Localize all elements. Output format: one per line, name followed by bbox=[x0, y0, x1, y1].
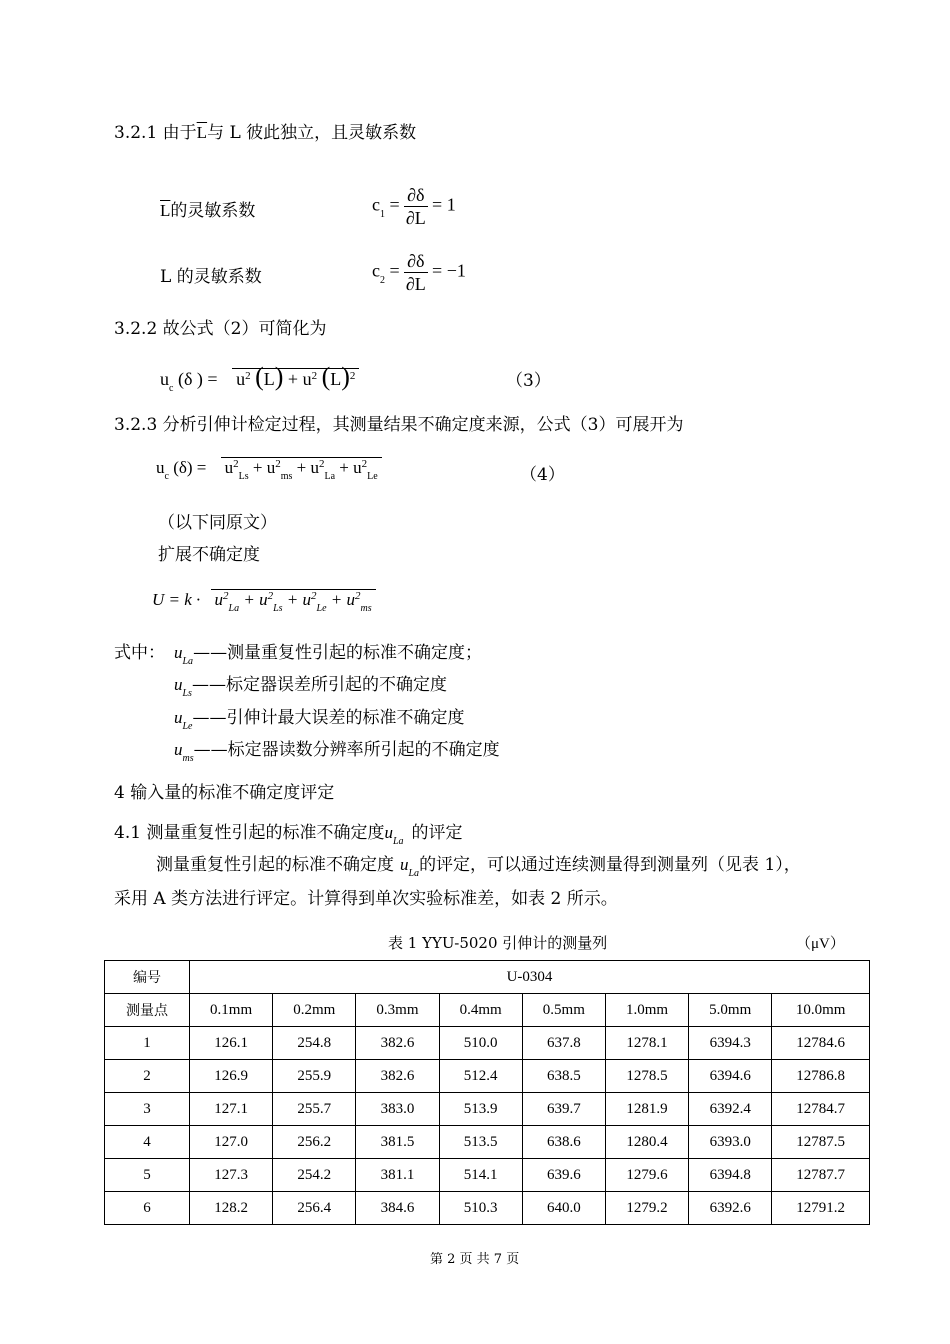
eq4-term-sup: 2 bbox=[233, 458, 239, 470]
section-3-2-1-text: 与 L 彼此独立，且灵敏系数 bbox=[207, 123, 417, 143]
table-cell: 12784.6 bbox=[772, 1027, 870, 1060]
paragraph-subscript: La bbox=[408, 868, 420, 879]
column-header: 0.2mm bbox=[273, 994, 356, 1027]
def-subscript: Ls bbox=[182, 688, 192, 699]
table-cell: 6394.8 bbox=[689, 1159, 772, 1192]
eq3-term2-outer-sq: 2 bbox=[349, 370, 356, 382]
def-description: ——引伸计最大误差的标准不确定度 bbox=[192, 708, 465, 728]
page-footer: 第 2 页 共 7 页 bbox=[430, 1252, 520, 1267]
table-cell: 126.9 bbox=[190, 1060, 273, 1093]
note-same-as-original: （以下同原文） bbox=[158, 513, 277, 533]
def-subscript: Le bbox=[182, 721, 193, 732]
section-4-1-suffix: 的评定 bbox=[411, 823, 463, 843]
eqU-term-sub: Ls bbox=[273, 603, 283, 614]
table-cell: 255.7 bbox=[273, 1093, 356, 1126]
c1-formula: $c_1$ = $\frac{\partial\delta}{\partial L}$ = 1 bbox=[372, 185, 456, 228]
def-symbol: u bbox=[174, 643, 183, 662]
table-cell: 127.1 bbox=[190, 1093, 273, 1126]
def-subscript: La bbox=[182, 656, 194, 667]
eq4-term-sup: 2 bbox=[275, 458, 281, 470]
def-u-ms bbox=[174, 735, 500, 764]
table-cell: 254.8 bbox=[273, 1027, 356, 1060]
table-cell: 1279.2 bbox=[605, 1192, 688, 1225]
table-cell: 12791.2 bbox=[772, 1192, 870, 1225]
column-header: 0.4mm bbox=[439, 994, 522, 1027]
table-cell: 6393.0 bbox=[689, 1126, 772, 1159]
section-3-2-1 bbox=[114, 118, 416, 143]
table-cell: 6392.4 bbox=[689, 1093, 772, 1126]
c1-label-symbol: $\overline{L}$ bbox=[160, 201, 171, 220]
table-cell: 510.0 bbox=[439, 1027, 522, 1060]
c1-symbol: c bbox=[372, 194, 380, 215]
eq3-u-sub: c bbox=[169, 383, 174, 394]
eq4-term-sub: La bbox=[324, 471, 336, 482]
equation-3 bbox=[160, 362, 359, 392]
def-u-le bbox=[174, 703, 465, 732]
eqU-term-u: + u bbox=[243, 590, 268, 609]
eqU-term-sup: 2 bbox=[223, 590, 229, 602]
eq3-term1-arg: $\overline{L}$ bbox=[263, 369, 275, 389]
table-cell: 383.0 bbox=[356, 1093, 439, 1126]
c2-formula: $c_2$ = $\frac{\partial\delta}{\partial L}$ = −1 bbox=[372, 251, 466, 294]
table-cell: 638.6 bbox=[522, 1126, 605, 1159]
eq3-term2-sq: 2 bbox=[311, 370, 318, 382]
eqU-term-sub: ms bbox=[360, 603, 372, 614]
table-cell: 6392.6 bbox=[689, 1192, 772, 1225]
eq3-number: （3） bbox=[506, 371, 551, 391]
section-4-heading: 4 输入量的标准不确定度评定 bbox=[114, 783, 335, 803]
eqU-term-sup: 2 bbox=[311, 590, 317, 602]
table-row bbox=[105, 1159, 870, 1192]
column-header: 0.5mm bbox=[522, 994, 605, 1027]
table-cell: 127.0 bbox=[190, 1126, 273, 1159]
c2-result: = −1 bbox=[432, 260, 466, 281]
expanded-uncertainty-title: 扩展不确定度 bbox=[158, 545, 260, 565]
eq3-term2-u: + u bbox=[287, 369, 312, 389]
eq3-u: u bbox=[160, 369, 169, 389]
table-cell: 254.2 bbox=[273, 1159, 356, 1192]
table-cell: 639.6 bbox=[522, 1159, 605, 1192]
table-cell: 12787.7 bbox=[772, 1159, 870, 1192]
table-cell: 12786.8 bbox=[772, 1060, 870, 1093]
section-4-1-heading bbox=[114, 818, 463, 847]
eq3-term1-u: u bbox=[236, 369, 246, 389]
table-cell: 1281.9 bbox=[605, 1093, 688, 1126]
table-row bbox=[105, 1060, 870, 1093]
table-cell: 639.7 bbox=[522, 1093, 605, 1126]
eq3-term2-arg: L bbox=[330, 369, 342, 389]
section-3-2-3: 3.2.3 分析引伸计检定过程，其测量结果不确定度来源，公式（3）可展开为 bbox=[114, 415, 684, 435]
eqU-term-sup: 2 bbox=[355, 590, 361, 602]
table-cell: 382.6 bbox=[356, 1060, 439, 1093]
eqU-term-u: u bbox=[214, 590, 224, 609]
eq4-term-sup: 2 bbox=[361, 458, 368, 470]
equation-U bbox=[152, 590, 376, 614]
paragraph-line-1 bbox=[156, 850, 801, 879]
table-cell: 256.4 bbox=[273, 1192, 356, 1225]
paragraph-pre: 测量重复性引起的标准不确定度 bbox=[156, 855, 394, 875]
c1-fraction bbox=[404, 184, 427, 229]
paragraph-symbol: u bbox=[400, 855, 409, 874]
table-cell: 1278.1 bbox=[605, 1027, 688, 1060]
c1-numerator: ∂δ bbox=[404, 184, 427, 207]
table-cell: 381.5 bbox=[356, 1126, 439, 1159]
table-cell: 640.0 bbox=[522, 1192, 605, 1225]
column-header: 1.0mm bbox=[605, 994, 688, 1027]
table-cell: 256.2 bbox=[273, 1126, 356, 1159]
eqU-term-u: + u bbox=[286, 590, 312, 609]
eqU-term-sup: 2 bbox=[267, 590, 274, 602]
eq4-term-sup: 2 bbox=[318, 458, 325, 470]
def-u-la bbox=[174, 638, 483, 667]
column-header: 5.0mm bbox=[689, 994, 772, 1027]
table-cell: 513.9 bbox=[439, 1093, 522, 1126]
eq4-term-u: + u bbox=[252, 458, 276, 477]
def-symbol: u bbox=[174, 708, 183, 727]
equation-4 bbox=[156, 458, 382, 482]
eq3-sqrt: $u^2$ $(\overline{L}) + u^2$ $(L)^2$ bbox=[232, 368, 359, 389]
column-header: 0.1mm bbox=[190, 994, 273, 1027]
table-header-row-2 bbox=[105, 994, 870, 1027]
c1-label bbox=[160, 196, 255, 221]
eq4-u: u bbox=[156, 458, 165, 477]
table-cell: 381.1 bbox=[356, 1159, 439, 1192]
table-cell: 12787.5 bbox=[772, 1126, 870, 1159]
paragraph-post: 的评定，可以通过连续测量得到测量列（见表 1）， bbox=[419, 855, 801, 875]
table-cell: 382.6 bbox=[356, 1027, 439, 1060]
eq4-sqrt bbox=[221, 457, 382, 482]
c1-subscript: 1 bbox=[380, 208, 385, 220]
c2-fraction bbox=[404, 250, 427, 295]
l-bar-symbol: $\overline{L}$ bbox=[196, 123, 208, 142]
table-cell: 6394.6 bbox=[689, 1060, 772, 1093]
header-serial-value: U-0304 bbox=[190, 961, 870, 994]
where-label: 式中： bbox=[114, 643, 165, 663]
eq4-term-sub: Le bbox=[367, 471, 378, 482]
def-subscript: ms bbox=[182, 753, 194, 764]
def-description: ——测量重复性引起的标准不确定度； bbox=[193, 643, 483, 663]
def-symbol: u bbox=[174, 675, 183, 694]
def-description: ——标定器误差所引起的不确定度 bbox=[191, 675, 447, 695]
table-cell: 128.2 bbox=[190, 1192, 273, 1225]
measurement-table bbox=[104, 960, 870, 1225]
section-3-2-1-prefix: 3.2.1 由于 bbox=[114, 123, 197, 143]
table-cell: 126.1 bbox=[190, 1027, 273, 1060]
table-row bbox=[105, 1126, 870, 1159]
eq4-u-sub: c bbox=[164, 471, 169, 482]
eqU-lhs: U = k · bbox=[152, 590, 201, 609]
c1-label-text: 的灵敏系数 bbox=[170, 201, 256, 221]
table-cell: 1278.5 bbox=[605, 1060, 688, 1093]
eq3-delta: (δ ) = bbox=[177, 369, 218, 389]
column-header: 0.3mm bbox=[356, 994, 439, 1027]
c1-denominator: ∂L bbox=[405, 208, 426, 228]
table-cell: 638.5 bbox=[522, 1060, 605, 1093]
column-header: 10.0mm bbox=[772, 994, 870, 1027]
eq4-term-u: + u bbox=[339, 458, 362, 477]
table-row bbox=[105, 1192, 870, 1225]
table-cell: 1280.4 bbox=[605, 1126, 688, 1159]
eq4-term-sub: ms bbox=[280, 471, 293, 482]
eq4-delta: (δ) = bbox=[173, 458, 207, 477]
eqU-sqrt bbox=[211, 589, 376, 614]
c2-subscript: 2 bbox=[380, 274, 385, 286]
row-id: 6 bbox=[105, 1192, 190, 1225]
table-cell: 127.3 bbox=[190, 1159, 273, 1192]
table-header-row-1 bbox=[105, 961, 870, 994]
def-symbol: u bbox=[174, 740, 183, 759]
eq4-term-u: + u bbox=[296, 458, 319, 477]
row-id: 1 bbox=[105, 1027, 190, 1060]
c2-label: L 的灵敏系数 bbox=[160, 267, 262, 287]
table-cell: 12784.7 bbox=[772, 1093, 870, 1126]
table-cell: 513.5 bbox=[439, 1126, 522, 1159]
section-4-1-symbol: u bbox=[384, 823, 393, 842]
row-id: 4 bbox=[105, 1126, 190, 1159]
section-4-1-text: 4.1 测量重复性引起的标准不确定度 bbox=[114, 823, 385, 843]
c2-denominator: ∂L bbox=[405, 274, 426, 294]
table-row bbox=[105, 1027, 870, 1060]
def-u-ls bbox=[174, 670, 447, 699]
table-unit: （μV） bbox=[796, 936, 845, 952]
eq4-term-sub: Ls bbox=[238, 471, 249, 482]
eq3-term1-sq: 2 bbox=[245, 370, 251, 382]
table-cell: 255.9 bbox=[273, 1060, 356, 1093]
paragraph-line-2: 采用 A 类方法进行评定。计算得到单次实验标准差，如表 2 所示。 bbox=[114, 889, 618, 909]
c2-numerator: ∂δ bbox=[404, 250, 427, 273]
eq4-number: （4） bbox=[520, 465, 565, 485]
table-cell: 6394.3 bbox=[689, 1027, 772, 1060]
row-id: 3 bbox=[105, 1093, 190, 1126]
table-row bbox=[105, 1093, 870, 1126]
section-4-1-subscript: La bbox=[392, 836, 404, 847]
table-cell: 1279.6 bbox=[605, 1159, 688, 1192]
table-cell: 512.4 bbox=[439, 1060, 522, 1093]
table-cell: 510.3 bbox=[439, 1192, 522, 1225]
eqU-term-u: + u bbox=[330, 590, 356, 609]
table-caption: 表 1 YYU-5020 引伸计的测量列 bbox=[388, 934, 608, 952]
row-id: 5 bbox=[105, 1159, 190, 1192]
row-id: 2 bbox=[105, 1060, 190, 1093]
header-point-label: 测量点 bbox=[105, 994, 190, 1027]
c2-symbol: c bbox=[372, 260, 380, 281]
section-3-2-2: 3.2.2 故公式（2）可简化为 bbox=[114, 319, 327, 339]
eq4-term-u: u bbox=[224, 458, 234, 477]
eqU-term-sub: La bbox=[228, 603, 240, 614]
table-cell: 384.6 bbox=[356, 1192, 439, 1225]
table-cell: 637.8 bbox=[522, 1027, 605, 1060]
c1-result: = 1 bbox=[432, 194, 456, 215]
def-description: ——标定器读数分辨率所引起的不确定度 bbox=[193, 740, 500, 760]
table-cell: 514.1 bbox=[439, 1159, 522, 1192]
header-id-label: 编号 bbox=[105, 961, 190, 994]
eqU-term-sub: Le bbox=[316, 603, 327, 614]
